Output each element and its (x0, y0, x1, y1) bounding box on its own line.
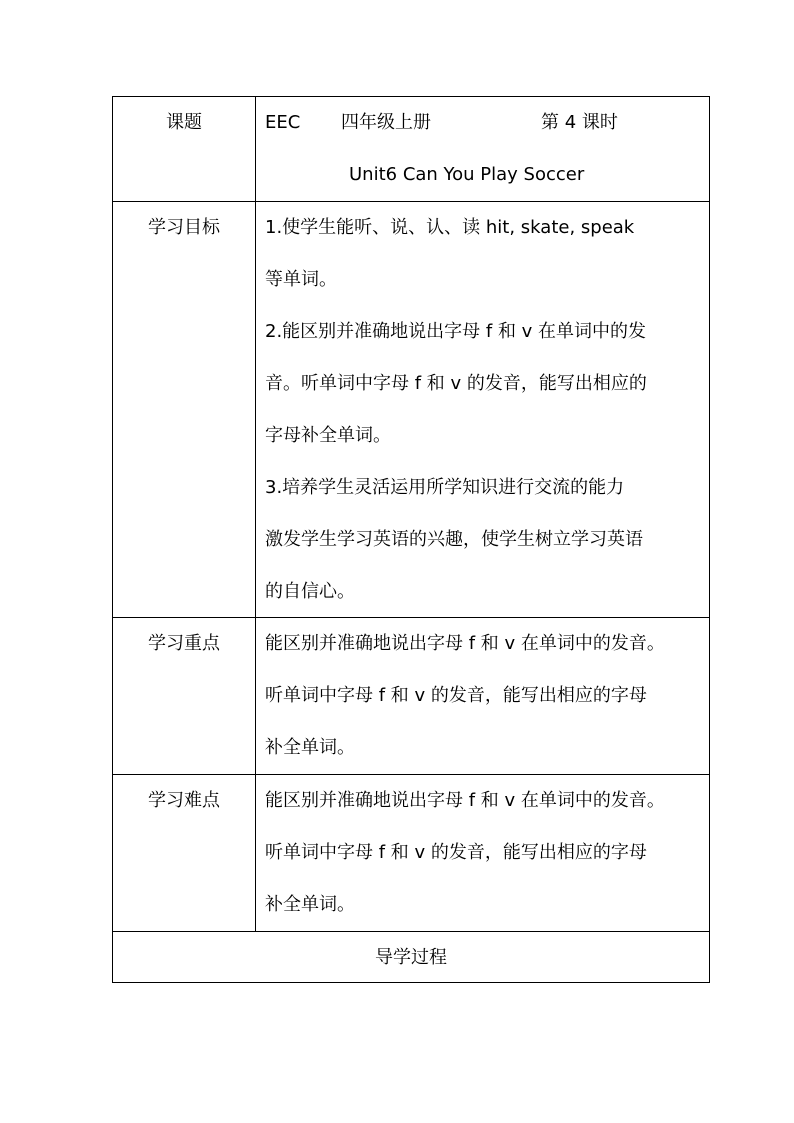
subject-content (265, 97, 703, 201)
lesson-number: 第 4 课时 (541, 112, 618, 133)
difficulty-line: 补全单词。 (265, 894, 355, 915)
subject-label: 课题 (113, 97, 256, 201)
key-point-line: 能区别并准确地说出字母 f 和 v 在单词中的发音。 (265, 633, 665, 654)
difficulty-line: 能区别并准确地说出字母 f 和 v 在单词中的发音。 (265, 790, 665, 811)
process-label: 导学过程 (375, 947, 447, 968)
objective-line: 字母补全单词。 (265, 425, 391, 446)
objective-line: 3.培养学生灵活运用所学知识进行交流的能力 (265, 477, 625, 498)
difficulties-label: 学习难点 (113, 775, 256, 931)
subject-row (113, 97, 709, 201)
lesson-plan-table (112, 96, 710, 983)
objective-line: 等单词。 (265, 269, 337, 290)
difficulties-content (265, 775, 703, 931)
objectives-label: 学习目标 (113, 202, 256, 617)
objective-line: 2.能区别并准确地说出字母 f 和 v 在单词中的发 (265, 321, 647, 342)
key-points-row (113, 617, 709, 774)
key-points-content (265, 618, 703, 774)
grade-name: 四年级上册 (341, 112, 431, 133)
key-point-line: 听单词中字母 f 和 v 的发音，能写出相应的字母 (265, 685, 647, 706)
difficulties-row (113, 774, 709, 931)
objective-line: 激发学生学习英语的兴趣，使学生树立学习英语 (265, 529, 643, 550)
objective-line: 音。听单词中字母 f 和 v 的发音，能写出相应的 (265, 373, 647, 394)
unit-title: Unit6 Can You Play Soccer (349, 164, 585, 185)
objectives-row (113, 201, 709, 617)
objectives-content (265, 202, 703, 618)
process-row (113, 931, 709, 982)
key-point-line: 补全单词。 (265, 737, 355, 758)
objective-line: 1.使学生能听、说、认、读 hit, skate, speak (265, 217, 635, 238)
key-points-label: 学习重点 (113, 618, 256, 774)
difficulty-line: 听单词中字母 f 和 v 的发音，能写出相应的字母 (265, 842, 647, 863)
course-name: EEC (265, 112, 301, 133)
objective-line: 的自信心。 (265, 581, 355, 602)
